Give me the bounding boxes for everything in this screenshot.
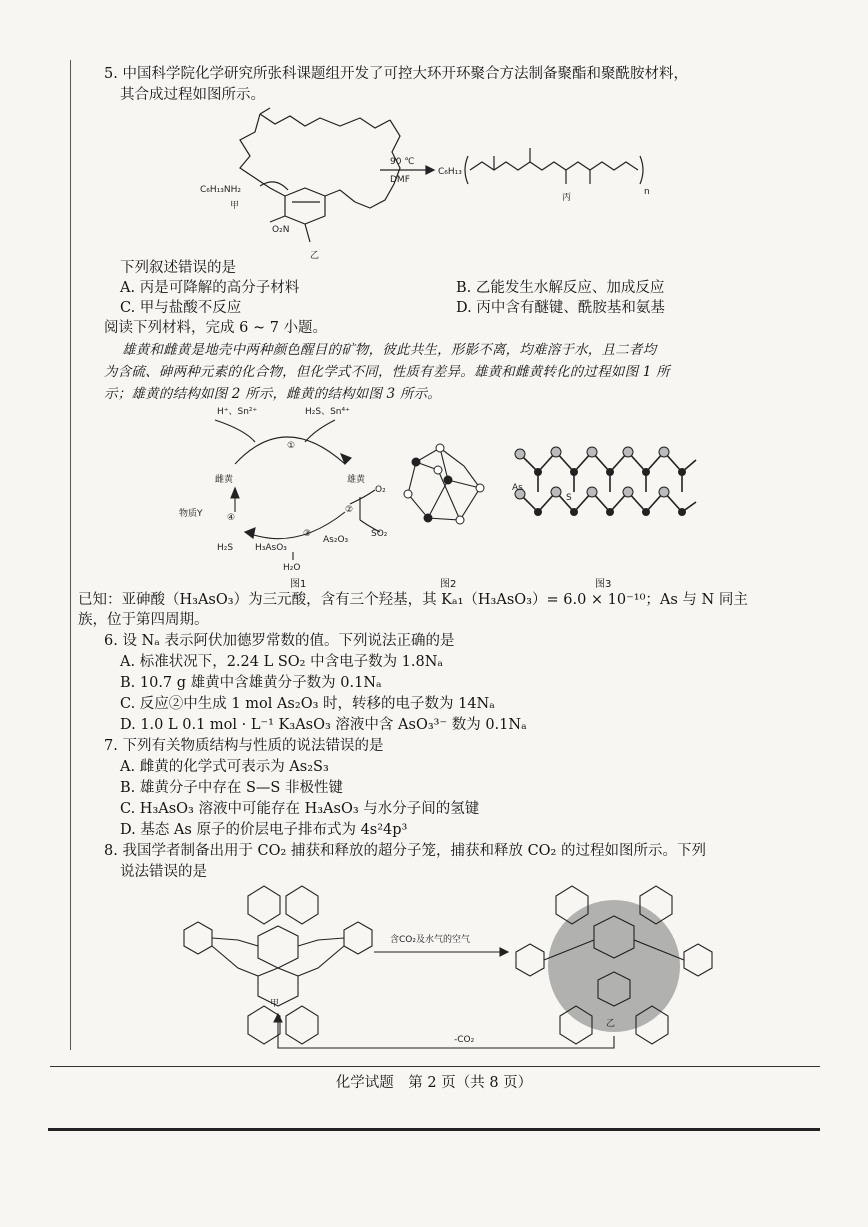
- fig1-step2: ②: [345, 505, 354, 515]
- q6-option-c: C. 反应②中生成 1 mol As₂O₃ 时，转移的电子数为 14Nₐ: [120, 696, 495, 712]
- figure-3-structure: [510, 432, 705, 532]
- q5-option-c: C. 甲与盐酸不反应: [120, 300, 242, 316]
- footer-rule: [50, 1066, 820, 1067]
- q8-cage-scheme: [168, 876, 728, 1054]
- known-line1: 已知：亚砷酸（H₃AsO₃）为三元酸，含有三个羟基，其 Kₐ₁（H₃AsO₃）= 6.0 × 10⁻¹⁰；As 与 N 同主: [78, 592, 748, 608]
- left-cage-label: 甲: [270, 999, 280, 1009]
- q6-option-d: D. 1.0 L 0.1 mol · L⁻¹ K₃AsO₃ 溶液中含 AsO₃³⁻ 数为 0.1Nₐ: [120, 717, 527, 733]
- q6-option-a: A. 标准状况下，2.24 L SO₂ 中含电子数为 1.8Nₐ: [120, 654, 444, 670]
- q5-stem-line2: 其合成过程如图所示。: [120, 87, 265, 103]
- q8-stem-line2: 说法错误的是: [120, 864, 207, 880]
- release-arrow-label: -CO₂: [454, 1035, 475, 1045]
- condition-solvent: DMF: [390, 175, 410, 185]
- material-line2: 为含硫、砷两种元素的化合物，但化学式不同，性质有差异。雄黄和雌黄转化的过程如图 1 所: [104, 364, 670, 380]
- material-line1: 雄黄和雌黄是地壳中两种颜色醒目的矿物，彼此共生，形影不离，均难溶于水，且二者均: [122, 342, 657, 358]
- fig1-h2o: H₂O: [283, 563, 301, 572]
- repeat-n: n: [644, 187, 650, 197]
- reading-intro: 阅读下列材料，完成 6 ~ 7 小题。: [104, 320, 328, 336]
- caption-fig1: 图1: [290, 579, 307, 590]
- fig1-h2s: H₂S: [217, 543, 234, 553]
- figure-2-structure: [398, 438, 498, 538]
- fig1-step3: ③: [303, 529, 312, 539]
- known-line2: 族，位于第四周期。: [78, 612, 209, 628]
- q8-stem-line1: 8. 我国学者制备出用于 CO₂ 捕获和释放的超分子笼，捕获和释放 CO₂ 的过程如图所示。下列: [104, 843, 706, 859]
- q5-stem-line1: 5. 中国科学院化学研究所张科课题组开发了可控大环开环聚合方法制备聚酯和聚酰胺材料，: [104, 66, 688, 82]
- margin-line: [70, 60, 71, 1050]
- fig1-right-node: 雄黄: [347, 475, 366, 485]
- fig1-as2o3: As₂O₃: [323, 535, 349, 545]
- fig1-step1: ①: [287, 441, 296, 451]
- product-prefix: C₆H₁₃: [438, 167, 462, 177]
- q7-option-c: C. H₃AsO₃ 溶液中可能存在 H₃AsO₃ 与水分子间的氢键: [120, 801, 480, 817]
- fig1-step4: ④: [227, 513, 236, 523]
- fig1-h3aso3: H₃AsO₃: [255, 543, 287, 553]
- page-footer: 化学试题 第 2 页（共 8 页）: [335, 1075, 533, 1091]
- q5-prompt: 下列叙述错误的是: [120, 260, 236, 276]
- fig1-left-node: 雌黄: [215, 475, 234, 485]
- right-cage-label: 乙: [606, 1019, 616, 1029]
- fig1-top-left: H⁺、Sn²⁺: [217, 407, 258, 417]
- q7-option-d: D. 基态 As 原子的价层电子排布式为 4s²4p³: [120, 822, 408, 838]
- q5-option-b: B. 乙能发生水解反应、加成反应: [456, 280, 665, 296]
- q5-option-d: D. 丙中含有醚键、酰胺基和氨基: [456, 300, 665, 316]
- macrocycle-name: 乙: [310, 251, 320, 260]
- caption-fig2: 图2: [440, 579, 457, 590]
- reagent-label: C₆H₁₃NH₂: [200, 185, 241, 195]
- fig1-o2: O₂: [375, 485, 386, 495]
- q5-option-a: A. 丙是可降解的高分子材料: [120, 280, 300, 296]
- caption-fig3: 图3: [595, 579, 612, 590]
- condition-temp: 90 ℃: [390, 157, 415, 167]
- fig1-substance-y: 物质Y: [179, 509, 203, 519]
- bottom-bar: [48, 1128, 820, 1131]
- product-name: 丙: [562, 193, 572, 203]
- fig1-top-right: H₂S、Sn⁴⁺: [305, 407, 350, 417]
- fig1-so2: SO₂: [371, 529, 388, 539]
- material-line3: 示；雄黄的结构如图 2 所示，雌黄的结构如图 3 所示。: [104, 386, 441, 402]
- q5-reaction-scheme: [200, 104, 700, 260]
- reagent-name: 甲: [230, 201, 240, 211]
- q6-stem: 6. 设 Nₐ 表示阿伏加德罗常数的值。下列说法正确的是: [104, 633, 455, 649]
- q7-option-a: A. 雌黄的化学式可表示为 As₂S₃: [120, 759, 329, 775]
- fig3-as-label: As: [512, 483, 523, 493]
- q7-option-b: B. 雄黄分子中存在 S—S 非极性键: [120, 780, 343, 796]
- q7-stem: 7. 下列有关物质结构与性质的说法错误的是: [104, 738, 384, 754]
- fig3-s-label: S: [566, 493, 572, 503]
- q6-option-b: B. 10.7 g 雄黄中含雄黄分子数为 0.1Nₐ: [120, 675, 382, 691]
- capture-arrow-label: 含CO₂及水气的空气: [390, 935, 470, 945]
- figure-1-cycle: [175, 402, 400, 572]
- nitro-group: O₂N: [272, 225, 290, 235]
